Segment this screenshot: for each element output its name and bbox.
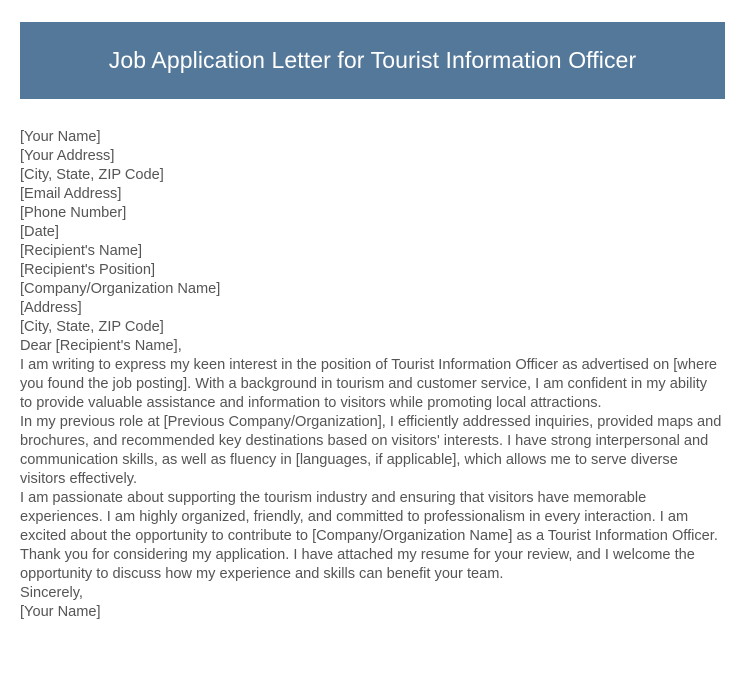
sender-line: [Phone Number] [20, 205, 127, 221]
recipient-line: [Recipient's Name] [20, 243, 143, 259]
letter-paragraph: I am writing to express my keen interest in the position of Tourist Information Officer as advertised on [where you found the job posting]. With a background in tourism and customer service, I am confident in my ability to provide valuable assistance and information to visitors while promoting local attractions. [20, 357, 718, 411]
letter-paragraph: Thank you for considering my application. I have attached my resume for your review, and I welcome the opportunity to discuss how my experience and skills can benefit your team. [20, 547, 695, 582]
page-title: Job Application Letter for Tourist Information Officer [108, 46, 637, 73]
salutation: Dear [Recipient's Name], [20, 338, 182, 354]
letter-paragraph: I am passionate about supporting the tourism industry and ensuring that visitors have memorable experiences. I am highly organized, friendly, and committed to professionalism in every interaction. I am excited about the opportunity to contribute to [Company/Organization Name] as a Tourist Information Officer. [20, 490, 718, 544]
sender-line: [Your Address] [20, 148, 115, 164]
recipient-line: [Recipient's Position] [20, 262, 156, 278]
letter-header-banner [20, 22, 725, 99]
recipient-line: [Company/Organization Name] [20, 281, 221, 297]
letter-body [20, 128, 723, 622]
sender-line: [Email Address] [20, 186, 122, 202]
letter-paragraph: In my previous role at [Previous Company/Organization], I efficiently addressed inquiries, provided maps and brochures, and recommended key destinations based on visitors' interests. I have strong interpersonal and communication skills, as well as fluency in [languages, if applicable], which allows me to serve diverse visitors effectively. [20, 414, 722, 487]
recipient-line: [City, State, ZIP Code] [20, 319, 164, 335]
recipient-line: [Address] [20, 300, 82, 316]
signature: [Your Name] [20, 604, 101, 620]
closing: Sincerely, [20, 585, 83, 601]
sender-line: [City, State, ZIP Code] [20, 167, 164, 183]
sender-line: [Date] [20, 224, 59, 240]
sender-line: [Your Name] [20, 129, 101, 145]
